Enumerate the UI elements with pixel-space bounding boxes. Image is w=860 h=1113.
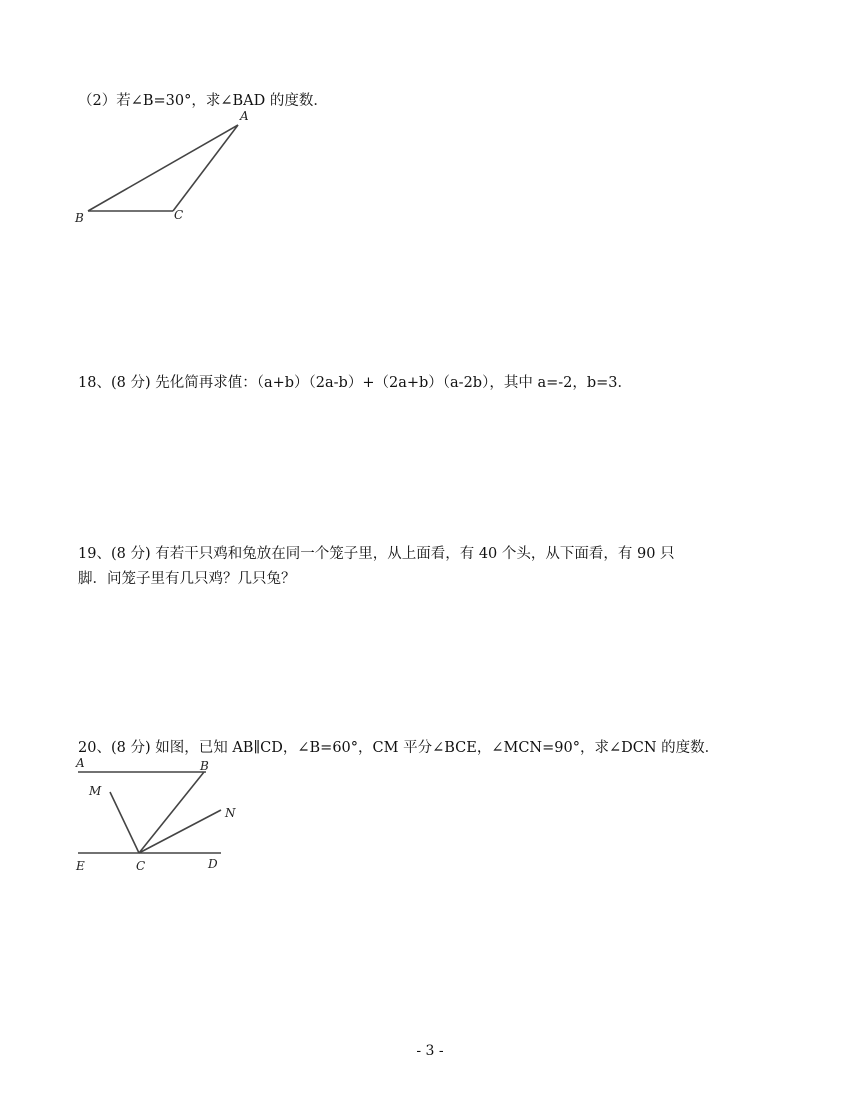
label-a: A — [240, 109, 249, 123]
q19-text-line2: 脚．问笼子里有几只鸡？几只兔？ — [78, 571, 296, 587]
parallel-lines-figure — [70, 754, 260, 879]
label-d: D — [208, 857, 218, 871]
label-a: A — [76, 756, 85, 770]
label-b: B — [75, 211, 84, 225]
q20-text: 20、(8 分) 如图，已知 AB∥CD，∠B=60°，CM 平分∠BCE，∠MCN=90°，求∠DCN 的度数． — [78, 740, 720, 756]
q17-part2-text: （2）若∠B=30°，求∠BAD 的度数． — [78, 93, 328, 109]
segment-cn — [139, 810, 221, 853]
q19-text-line1: 19、(8 分) 有若干只鸡和兔放在同一个笼子里，从上面看，有 40 个头，从下面看，有 90 只 — [78, 546, 675, 562]
label-b: B — [200, 759, 209, 773]
label-c: C — [174, 208, 184, 222]
segment-cm — [110, 792, 139, 853]
segment-cb — [139, 772, 204, 853]
label-n: N — [225, 806, 236, 820]
triangle-abc-figure — [70, 108, 260, 233]
label-m: M — [89, 784, 102, 798]
label-c: C — [136, 859, 146, 873]
page-number: - 3 - — [416, 1043, 444, 1059]
segment-ca — [173, 125, 238, 211]
q18-text: 18、(8 分) 先化简再求值：（a+b）（2a-b）+（2a+b）（a-2b），其中 a=-2，b=3． — [78, 375, 633, 391]
label-e: E — [76, 859, 85, 873]
segment-ba — [88, 125, 238, 211]
